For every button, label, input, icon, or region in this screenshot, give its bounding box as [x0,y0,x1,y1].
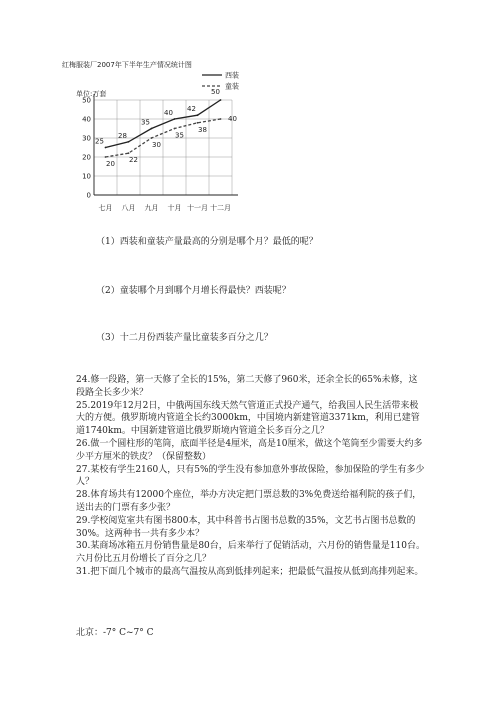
data-label: 20 [106,160,115,168]
problem-list [76,374,426,579]
x-tick-label: 十二月 [210,204,231,212]
data-point [197,122,199,124]
legend-label: 西装 [225,71,239,80]
data-point [151,137,153,139]
data-point [174,118,176,120]
legend-label: 童装 [225,82,239,91]
data-label: 28 [118,131,127,140]
data-point [105,147,107,149]
y-tick-label: 0 [86,191,91,200]
data-label: 30 [152,141,161,149]
problem-31: 31.把下面几个城市的最高气温按从高到低排列起来；把最低气温按从低到高排列起来。 [76,566,424,577]
problem-24: 24.修一段路，第一天修了全长的15%，第二天修了960米，还余全长的65%未修，这段路全长多少米？ [76,375,418,398]
problem-30: 30.某商场冰箱五月份销售量是80台，后来举行了促销活动，六月份的销售量是110台。六月份比五月份增长了百分之几？ [76,541,425,565]
problem-26: 26.做一个圆柱形的笔筒，底面半径是4厘米，高是10厘米，做这个笔筒至少需要大约多少平方厘米的铁皮？（保留整数） [76,438,423,462]
y-tick-label: 30 [82,134,91,143]
data-label: 35 [175,131,184,140]
data-point [105,156,107,158]
y-tick-label: 40 [82,115,91,124]
data-label: 50 [211,88,220,96]
chart-title: 红梅服装厂2007年下半年生产情况统计图 [62,61,192,69]
x-tick-label: 十月 [167,204,182,212]
question-3: （3）十二月份西装产量比童装多百分之几？ [96,333,273,343]
data-point [128,141,130,143]
data-point [220,118,222,120]
data-label: 22 [129,156,138,165]
problem-28: 28.体育场共有12000个座位，举办方决定把门票总数的3%免费送给福利院的孩子们，送出去的门票有多少张？ [76,490,422,513]
chart-svg [62,55,252,215]
data-label: 40 [164,109,173,117]
data-point [151,128,153,130]
data-label: 25 [95,137,104,146]
data-label: 35 [141,118,150,127]
data-point [197,114,199,116]
unit-label: 单位:万套 [76,90,107,98]
data-point [128,152,130,154]
problem-25: 25.2019年12月2日，中俄两国东线天然气管道正式投产通气，给我国人民生活带来极大的方便。俄罗斯境内管道全长约3000km，中国境内新建管道3371km，利用已建管道1740km。中国新建管道比俄罗斯境内管道全长多百分之几？ [76,400,420,437]
y-tick-label: 20 [82,153,91,162]
question-1: （1）西装和童装产量最高的分别是哪个月？最低的呢？ [96,237,318,247]
y-tick-label: 10 [82,172,91,181]
data-point [220,99,222,101]
x-tick-label: 十一月 [187,204,208,212]
problem-29: 29.学校阅览室共有图书800本，其中科普书占图书总数的35%，文艺书占图书总数的30%。这两种书一共有多少本？ [76,515,416,539]
data-label: 40 [228,115,237,123]
y-tick-label: 50 [82,96,91,105]
data-point [174,128,176,130]
line-chart [62,55,252,215]
x-tick-label: 七月 [98,204,113,212]
data-label: 38 [198,125,207,134]
data-label: 42 [187,105,196,114]
x-tick-label: 八月 [121,204,136,212]
x-tick-label: 九月 [144,204,159,212]
question-2: （2）童装哪个月到哪个月增长得最快？西装呢？ [96,286,291,296]
beijing-temperature: 北京：-7° C~7° C [76,628,154,638]
problem-27: 27.某校有学生2160人，只有5%的学生没有参加意外事故保险，参加保险的学生有多少人？ [76,464,425,488]
